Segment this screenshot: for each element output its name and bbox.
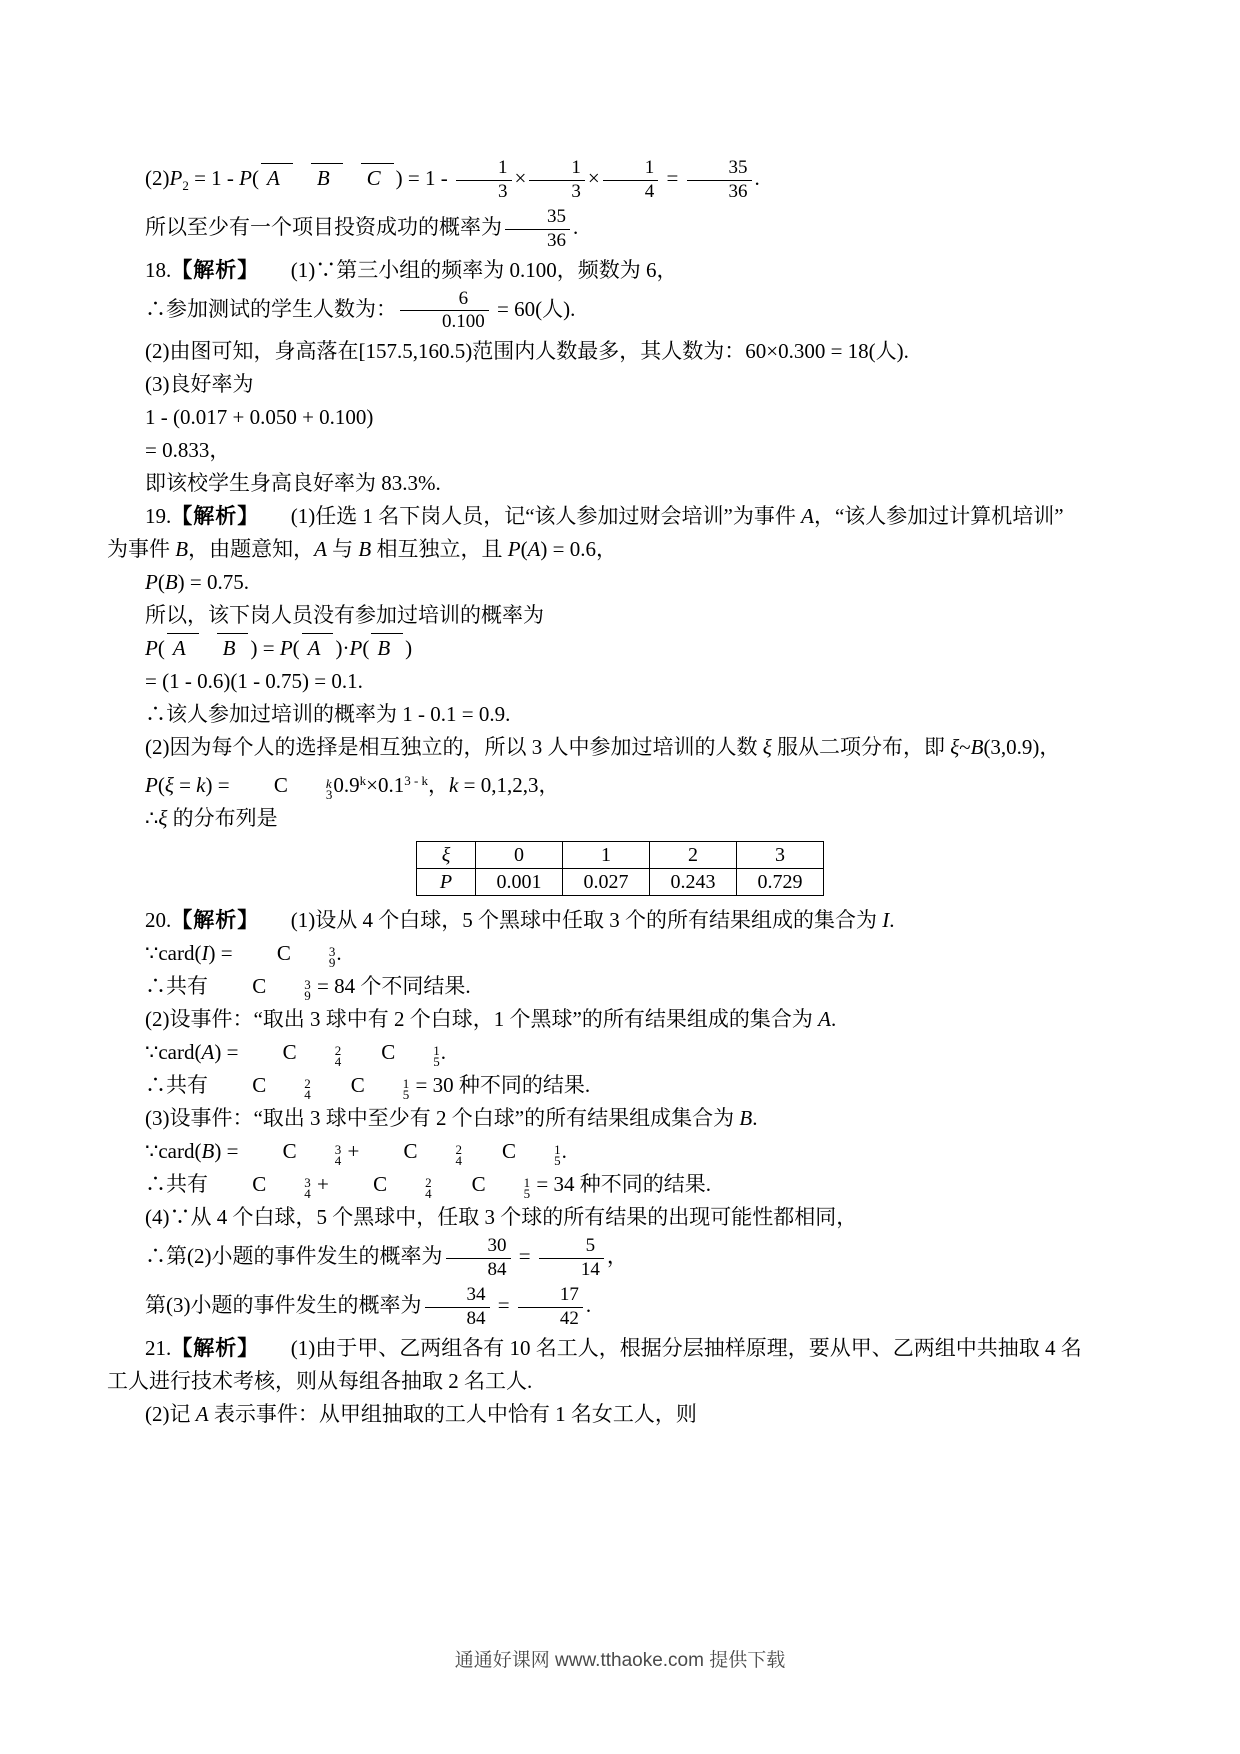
- combination-symbol: C 2 4: [373, 1172, 432, 1202]
- table-cell: 0.729: [737, 869, 824, 896]
- document-content: [107, 158, 1133, 1433]
- combination-symbol: C 2 4: [252, 1073, 311, 1103]
- text-run: 21.: [145, 1335, 172, 1360]
- math-variable: A: [801, 504, 814, 529]
- text-run: ): [405, 636, 413, 661]
- text-run: )·: [335, 636, 350, 661]
- fraction: $\frac{30}{84}$: [446, 1236, 511, 1281]
- math-variable: ξ: [950, 735, 960, 760]
- math-variable: I: [201, 941, 209, 966]
- math-variable: ξ: [158, 806, 168, 831]
- text-run: 20.: [145, 908, 172, 933]
- table-cell: 0: [476, 842, 563, 869]
- text-line: [107, 634, 1133, 663]
- text-line: [107, 337, 1133, 366]
- text-run: ∴共有: [145, 1172, 214, 1197]
- text-run: = (1 - 0.6)(1 - 0.75) = 0.1.: [145, 669, 363, 694]
- text-run: =: [173, 773, 197, 798]
- text-run: .: [336, 941, 342, 966]
- combination-symbol: C 1 5: [502, 1139, 561, 1169]
- text-line: [107, 158, 1133, 203]
- math-variable: A: [818, 1007, 831, 1032]
- superscript: k: [359, 773, 367, 789]
- text-run: (1)∵第三小组的频率为 0.100，频数为 6，: [248, 257, 678, 282]
- text-run: ∴: [145, 806, 159, 831]
- math-variable: ξ: [164, 773, 174, 798]
- text-run: 第(3)小题的事件发生的概率为: [145, 1293, 422, 1318]
- text-run: 与: [326, 537, 359, 562]
- text-run: (: [292, 636, 300, 661]
- text-run: (1)由于甲、乙两组各有 10 名工人，根据分层抽样原理，要从甲、乙两组中共抽取 4 名: [248, 1335, 1082, 1360]
- text-run: .: [752, 1106, 758, 1131]
- text-run: ×: [514, 166, 527, 191]
- text-line: [107, 906, 1133, 935]
- text-run: ∵card(: [145, 941, 202, 966]
- overline-variable: A: [167, 633, 199, 660]
- text-run: (3)良好率为: [145, 372, 254, 397]
- text-run: ) =: [214, 1139, 244, 1164]
- text-run: .: [830, 1007, 837, 1032]
- math-variable: P: [145, 570, 158, 595]
- overline-variable: A: [302, 633, 334, 660]
- math-variable: P: [279, 636, 293, 661]
- math-variable: A: [201, 1040, 215, 1065]
- text-run: ) = 0.6，: [540, 537, 617, 562]
- table-cell: 1: [563, 842, 650, 869]
- text-run: +: [311, 1172, 335, 1197]
- table-cell: 2: [650, 842, 737, 869]
- text-line: [107, 804, 1133, 833]
- text-run: (1)设从 4 个白球，5 个黑球中任取 3 个的所有结果组成的集合为: [248, 908, 883, 933]
- text-line: [107, 1137, 1133, 1169]
- table-cell: 0.243: [650, 869, 737, 896]
- subscript: 2: [182, 178, 189, 194]
- text-run: = 1 -: [188, 166, 240, 191]
- math-variable: B: [201, 1139, 215, 1164]
- overline-variable: B: [311, 163, 343, 190]
- table-row: [417, 869, 824, 896]
- text-run: .: [440, 1040, 446, 1065]
- combination-symbol: C 1 5: [471, 1172, 531, 1202]
- fraction: $\frac{35}{36}$: [505, 207, 570, 252]
- math-variable: A: [527, 537, 541, 562]
- bold-label: 【解析】: [171, 1336, 249, 1360]
- overline-variable: C: [361, 163, 394, 190]
- math-variable: B: [164, 570, 178, 595]
- text-run: (4)∵从 4 个白球，5 个黑球中，任取 3 个球的所有结果的出现可能性都相同，: [145, 1205, 858, 1230]
- text-line: [107, 1071, 1133, 1103]
- text-line: [107, 1170, 1133, 1202]
- text-run: ) =: [205, 773, 235, 798]
- text-run: (: [157, 773, 165, 798]
- math-variable: B: [358, 537, 372, 562]
- text-line: [107, 1400, 1133, 1429]
- text-run: =: [492, 1293, 515, 1318]
- math-variable: B: [175, 537, 189, 562]
- text-run: .: [754, 166, 760, 191]
- text-run: 服从二项分布，即: [771, 735, 951, 760]
- superscript: 3 - k: [404, 773, 429, 789]
- table-cell: ξ: [417, 842, 476, 869]
- fraction: $\frac{34}{84}$: [425, 1285, 490, 1330]
- text-run: ，: [606, 1244, 628, 1269]
- text-run: ×0.1: [366, 773, 405, 798]
- text-run: ，: [428, 773, 450, 798]
- overline-variable: B: [217, 633, 249, 660]
- combination-symbol: C 3 4: [282, 1139, 342, 1169]
- text-run: 表示事件：从甲组抽取的工人中恰有 1 名女工人，则: [208, 1401, 697, 1426]
- text-line: [107, 1334, 1133, 1363]
- text-line: [107, 972, 1133, 1004]
- text-run: .: [561, 1139, 567, 1164]
- text-run: ) = 1 -: [395, 166, 454, 191]
- fraction: $\frac{1}{3}$: [456, 158, 512, 203]
- combination-symbol: C 2 4: [403, 1139, 463, 1169]
- text-line: [107, 667, 1133, 696]
- text-run: 相互独立，且: [371, 537, 508, 562]
- text-run: 所以，该下岗人员没有参加过培训的概率为: [145, 603, 544, 628]
- table-cell: 0.001: [476, 869, 563, 896]
- text-line: [107, 207, 1133, 252]
- fraction: $\frac{1}{4}$: [603, 158, 659, 203]
- text-run: 18.: [145, 257, 172, 282]
- text-run: (2)由图可知，身高落在[157.5,160.5)范围内人数最多，其人数为：60×0.300 = 18(人).: [145, 339, 909, 364]
- math-variable: B: [739, 1106, 753, 1131]
- fraction: $\frac{1}{3}$: [529, 158, 585, 203]
- text-run: (: [362, 636, 370, 661]
- text-line: [107, 403, 1133, 432]
- text-run: (2)记: [145, 1401, 196, 1426]
- text-run: ∴参加测试的学生人数为：: [145, 296, 397, 321]
- text-line: [107, 535, 1133, 564]
- text-run: = 0.833，: [145, 438, 231, 463]
- text-run: 19.: [145, 504, 172, 529]
- bold-label: 【解析】: [171, 505, 249, 529]
- math-variable: P: [349, 636, 363, 661]
- text-run: ) =: [250, 636, 280, 661]
- text-run: +: [342, 1139, 365, 1164]
- combination-symbol: C 3 9: [252, 974, 311, 1004]
- text-run: (3,0.9)，: [983, 735, 1061, 760]
- text-run: .: [573, 214, 579, 239]
- page-footer: 通通好课网 www.tthaoke.com 提供下载: [454, 1650, 786, 1671]
- text-line: [107, 469, 1133, 498]
- math-variable: I: [882, 908, 890, 933]
- table-cell: 0.027: [563, 869, 650, 896]
- text-line: [107, 568, 1133, 597]
- combination-symbol: C 3 4: [252, 1172, 311, 1202]
- combination-symbol: C 2 4: [282, 1040, 342, 1070]
- text-line: [107, 733, 1133, 762]
- table-cell: P: [417, 869, 476, 896]
- math-variable: A: [314, 537, 327, 562]
- math-variable: P: [507, 537, 521, 562]
- text-run: (3)设事件：“取出 3 球中至少有 2 个白球”的所有结果组成集合为: [145, 1106, 740, 1131]
- text-line: [107, 939, 1133, 971]
- text-run: ) =: [208, 941, 238, 966]
- math-variable: A: [195, 1401, 209, 1426]
- text-run: (2): [145, 166, 170, 191]
- text-line: [107, 289, 1133, 334]
- math-variable: P: [145, 773, 158, 798]
- table-cell: 3: [737, 842, 824, 869]
- text-run: ，“该人参加过计算机培训”: [813, 504, 1064, 529]
- text-line: [107, 502, 1133, 531]
- table-wrapper: [107, 841, 1133, 896]
- text-run: (: [157, 570, 165, 595]
- text-run: (: [252, 166, 259, 191]
- text-run: (2)设事件：“取出 3 球中有 2 个白球，1 个黑球”的所有结果组成的集合为: [145, 1007, 819, 1032]
- distribution-table: [416, 841, 824, 896]
- text-run: (1)任选 1 名下岗人员，记“该人参加过财会培训”为事件: [248, 504, 802, 529]
- text-run: 所以至少有一个项目投资成功的概率为: [145, 214, 502, 239]
- math-variable: k: [196, 773, 206, 798]
- fraction: $\frac{6}{0.100}$: [400, 289, 489, 334]
- text-run: .: [585, 1293, 592, 1318]
- text-run: 0.9: [333, 773, 360, 798]
- text-run: = 0,1,2,3，: [458, 773, 560, 798]
- math-variable: P: [239, 166, 252, 191]
- text-run: ∴共有: [145, 1073, 214, 1098]
- text-run: ∴该人参加过培训的概率为 1 - 0.1 = 0.9.: [145, 702, 511, 727]
- text-line: [107, 370, 1133, 399]
- text-run: ∵card(: [145, 1139, 202, 1164]
- math-variable: B: [970, 735, 984, 760]
- math-variable: ξ: [762, 735, 772, 760]
- text-line: [107, 1236, 1133, 1281]
- overline-variable: B: [371, 633, 403, 660]
- overline-variable: A: [261, 163, 293, 190]
- text-run: ) = 0.75.: [177, 570, 249, 595]
- text-run: 的分布列是: [167, 806, 278, 831]
- table-row: [417, 842, 824, 869]
- fraction: $\frac{17}{42}$: [518, 1285, 583, 1330]
- math-variable: k: [449, 773, 459, 798]
- combination-symbol: C 1 5: [350, 1073, 410, 1103]
- text-run: ~: [959, 735, 971, 760]
- text-line: [107, 1367, 1133, 1396]
- math-variable: P: [145, 636, 158, 661]
- text-line: [107, 1104, 1133, 1133]
- text-run: ) =: [214, 1040, 244, 1065]
- text-run: (: [520, 537, 528, 562]
- fraction: $\frac{35}{36}$: [687, 158, 752, 203]
- text-line: [107, 1285, 1133, 1330]
- text-run: ，由题意知，: [188, 537, 315, 562]
- text-run: = 34 种不同的结果.: [531, 1172, 711, 1197]
- text-run: 工人进行技术考核，则从每组各抽取 2 名工人.: [107, 1368, 533, 1393]
- text-run: ∵card(: [145, 1040, 202, 1065]
- text-run: = 84 个不同结果.: [311, 974, 471, 999]
- text-run: 即该校学生身高良好率为 83.3%.: [145, 471, 441, 496]
- text-run: (: [157, 636, 165, 661]
- text-run: ∴第(2)小题的事件发生的概率为: [145, 1244, 443, 1269]
- text-line: [107, 700, 1133, 729]
- text-run: =: [661, 166, 684, 191]
- text-line: [107, 1005, 1133, 1034]
- text-line: [107, 766, 1133, 803]
- text-run: (2)因为每个人的选择是相互独立的，所以 3 人中参加过培训的人数: [145, 735, 763, 760]
- fraction: $\frac{5}{14}$: [539, 1236, 604, 1281]
- combination-symbol: C 1 5: [381, 1040, 440, 1070]
- text-line: [107, 601, 1133, 630]
- combination-symbol: C 3 9: [276, 941, 336, 971]
- text-run: 1 - (0.017 + 0.050 + 0.100): [145, 405, 374, 430]
- text-line: [107, 256, 1133, 285]
- text-line: [107, 1038, 1133, 1070]
- text-run: .: [889, 908, 895, 933]
- text-run: ×: [587, 166, 600, 191]
- text-run: = 30 种不同的结果.: [410, 1073, 591, 1098]
- math-variable: P: [169, 166, 183, 191]
- combination-symbol: C k 3: [273, 773, 333, 803]
- text-run: = 60(人).: [491, 296, 576, 321]
- text-run: 为事件: [107, 537, 176, 562]
- text-line: [107, 1203, 1133, 1232]
- text-run: ∴共有: [145, 974, 214, 999]
- bold-label: 【解析】: [171, 258, 249, 282]
- text-run: =: [513, 1244, 536, 1269]
- bold-label: 【解析】: [171, 909, 249, 933]
- text-line: [107, 436, 1133, 465]
